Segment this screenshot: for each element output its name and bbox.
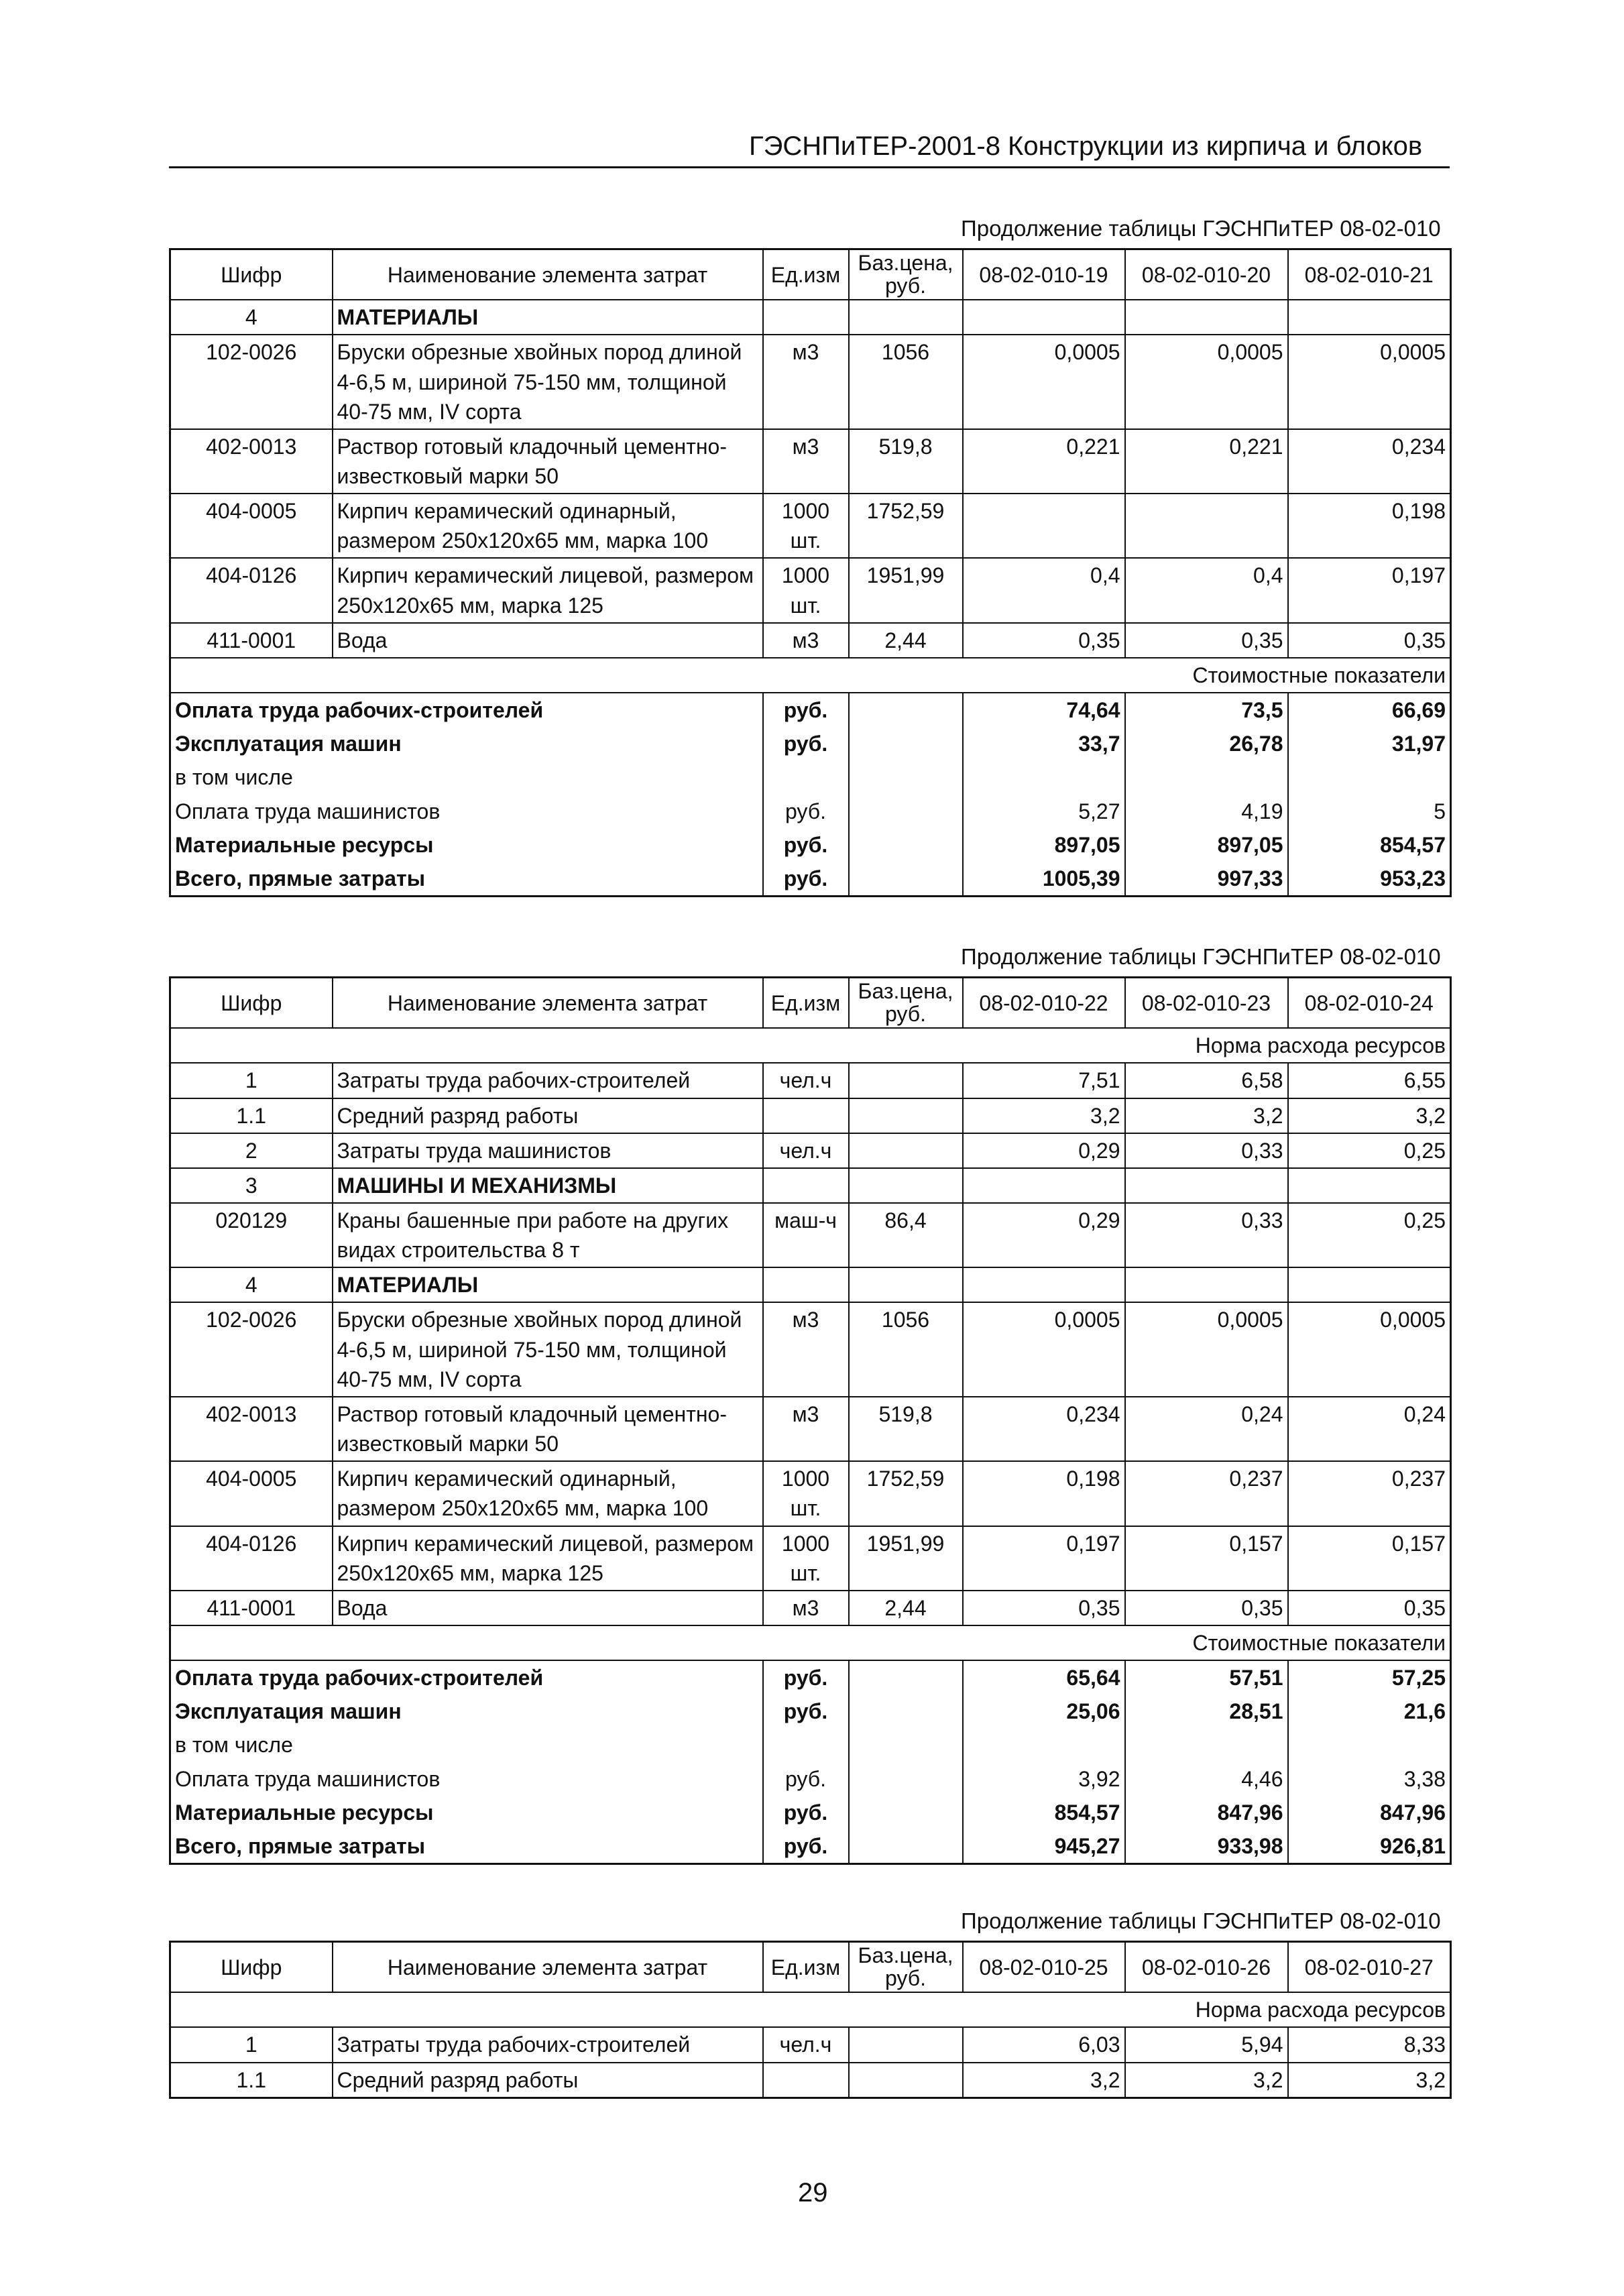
row-value: 0,197 [1288, 558, 1451, 622]
row-base-price [849, 1133, 963, 1168]
page-number: 29 [798, 2178, 828, 2207]
summary-row [170, 828, 1451, 862]
row-value: 0,35 [1288, 1591, 1451, 1625]
row-value: 0,157 [1125, 1526, 1288, 1591]
row-value: 0,35 [1125, 1591, 1288, 1625]
row-value [963, 300, 1125, 335]
row-name: Раствор готовый кладочный цементно-известковый марки 50 [333, 429, 763, 494]
norms-table-1 [169, 248, 1452, 897]
summary-name: в том числе [170, 1728, 763, 1762]
summary-value: 28,51 [1125, 1695, 1288, 1728]
summary-row [170, 795, 1451, 828]
row-base-price: 86,4 [849, 1203, 963, 1267]
table-row [170, 1063, 1451, 1098]
row-unit: м3 [763, 429, 849, 494]
row-base-price: 1951,99 [849, 1526, 963, 1591]
summary-value: 26,78 [1125, 727, 1288, 760]
summary-value: 945,27 [963, 1829, 1125, 1864]
row-value [963, 1168, 1125, 1203]
section-label: Стоимостные показатели [170, 1625, 1451, 1660]
summary-value: 73,5 [1125, 693, 1288, 727]
column-header-price: Баз.цена, руб. [849, 978, 963, 1029]
summary-row [170, 693, 1451, 727]
summary-value [1125, 1728, 1288, 1762]
row-code: 1.1 [170, 2063, 333, 2098]
row-value: 0,0005 [963, 1302, 1125, 1396]
row-code: 020129 [170, 1203, 333, 1267]
header-rule [169, 166, 1450, 168]
column-header-norm-code: 08-02-010-21 [1288, 249, 1451, 300]
summary-name: Материальные ресурсы [170, 1796, 763, 1829]
summary-name: Всего, прямые затраты [170, 862, 763, 897]
summary-value [1288, 1728, 1451, 1762]
summary-unit: руб. [763, 862, 849, 897]
column-header-norm-code: 08-02-010-19 [963, 249, 1125, 300]
column-header-unit: Ед.изм [763, 978, 849, 1029]
table-row [170, 335, 1451, 428]
row-value: 0,35 [1288, 623, 1451, 658]
row-code: 1 [170, 1063, 333, 1098]
row-unit [763, 1267, 849, 1302]
summary-blank [849, 727, 963, 760]
row-value: 0,237 [1125, 1461, 1288, 1526]
summary-row [170, 862, 1451, 897]
row-name: Средний разряд работы [333, 1098, 763, 1133]
row-value [963, 494, 1125, 558]
norm-label-row [170, 1028, 1451, 1063]
row-name: Кирпич керамический одинарный, размером 250х120х65 мм, марка 100 [333, 494, 763, 558]
summary-row [170, 1796, 1451, 1829]
summary-name: Эксплуатация машин [170, 1695, 763, 1728]
row-code: 2 [170, 1133, 333, 1168]
column-header-norm-code: 08-02-010-22 [963, 978, 1125, 1029]
norms-table-2 [169, 976, 1452, 1865]
row-code: 404-0005 [170, 1461, 333, 1526]
continuation-caption: Продолжение таблицы ГЭСНПиТЕР 08-02-010 [961, 944, 1441, 969]
table-body [170, 249, 1451, 897]
summary-value: 57,25 [1288, 1660, 1451, 1695]
table-row [170, 494, 1451, 558]
summary-blank [849, 828, 963, 862]
row-unit: 1000 шт. [763, 558, 849, 622]
row-value: 0,33 [1125, 1133, 1288, 1168]
row-value: 0,24 [1288, 1397, 1451, 1461]
row-unit: чел.ч [763, 2027, 849, 2062]
table-row [170, 2027, 1451, 2062]
row-code: 402-0013 [170, 429, 333, 494]
column-header-code: Шифр [170, 978, 333, 1029]
summary-blank [849, 1695, 963, 1728]
summary-value: 65,64 [963, 1660, 1125, 1695]
summary-blank [849, 1829, 963, 1864]
row-value [1288, 1267, 1451, 1302]
row-code: 1 [170, 2027, 333, 2062]
row-code: 404-0126 [170, 1526, 333, 1591]
continuation-caption: Продолжение таблицы ГЭСНПиТЕР 08-02-010 [961, 1908, 1441, 1933]
table-row [170, 1302, 1451, 1396]
row-base-price [849, 1063, 963, 1098]
row-base-price [849, 1267, 963, 1302]
summary-unit: руб. [763, 828, 849, 862]
section-label: Стоимостные показатели [170, 658, 1451, 693]
row-value: 0,237 [1288, 1461, 1451, 1526]
table-row [170, 1203, 1451, 1267]
row-value [963, 1267, 1125, 1302]
summary-value: 66,69 [1288, 693, 1451, 727]
table-row [170, 2063, 1451, 2098]
row-value: 0,198 [1288, 494, 1451, 558]
summary-row [170, 1660, 1451, 1695]
summary-unit: руб. [763, 795, 849, 828]
row-value: 0,24 [1125, 1397, 1288, 1461]
summary-value: 3,92 [963, 1762, 1125, 1796]
summary-value: 854,57 [1288, 828, 1451, 862]
row-base-price: 1752,59 [849, 1461, 963, 1526]
column-header-price: Баз.цена, руб. [849, 1942, 963, 1993]
row-value: 3,2 [963, 2063, 1125, 2098]
summary-value [963, 760, 1125, 794]
row-base-price [849, 1098, 963, 1133]
header-row [170, 978, 1451, 1029]
summary-blank [849, 1762, 963, 1796]
summary-blank [849, 862, 963, 897]
summary-value: 953,23 [1288, 862, 1451, 897]
row-value: 5,94 [1125, 2027, 1288, 2062]
norms-table-3 [169, 1941, 1452, 2099]
row-base-price: 519,8 [849, 429, 963, 494]
table-row [170, 1591, 1451, 1625]
row-value [1125, 1168, 1288, 1203]
summary-value: 847,96 [1288, 1796, 1451, 1829]
table-body [170, 978, 1451, 1864]
summary-unit: руб. [763, 1829, 849, 1864]
table-row [170, 1133, 1451, 1168]
summary-row [170, 1829, 1451, 1864]
table-row [170, 429, 1451, 494]
summary-value: 926,81 [1288, 1829, 1451, 1864]
column-header-code: Шифр [170, 249, 333, 300]
row-value: 0,29 [963, 1203, 1125, 1267]
summary-name: Оплата труда машинистов [170, 795, 763, 828]
row-value: 0,221 [1125, 429, 1288, 494]
summary-unit: руб. [763, 1796, 849, 1829]
row-base-price: 519,8 [849, 1397, 963, 1461]
summary-blank [849, 693, 963, 727]
table-row [170, 300, 1451, 335]
row-unit [763, 1168, 849, 1203]
row-value: 7,51 [963, 1063, 1125, 1098]
row-code: 3 [170, 1168, 333, 1203]
row-unit: 1000 шт. [763, 494, 849, 558]
row-value: 3,2 [1125, 1098, 1288, 1133]
column-header-price: Баз.цена, руб. [849, 249, 963, 300]
column-header-norm-code: 08-02-010-24 [1288, 978, 1451, 1029]
row-unit [763, 2063, 849, 2098]
row-name: Кирпич керамический лицевой, размером 250х120х65 мм, марка 125 [333, 1526, 763, 1591]
summary-value: 854,57 [963, 1796, 1125, 1829]
row-code: 404-0005 [170, 494, 333, 558]
summary-row [170, 727, 1451, 760]
row-value: 0,35 [963, 623, 1125, 658]
summary-row [170, 1728, 1451, 1762]
column-header-norm-code: 08-02-010-26 [1125, 1942, 1288, 1993]
row-unit: м3 [763, 1302, 849, 1396]
row-value: 8,33 [1288, 2027, 1451, 2062]
row-code: 4 [170, 300, 333, 335]
summary-name: Эксплуатация машин [170, 727, 763, 760]
row-value: 0,0005 [1125, 335, 1288, 428]
row-code: 404-0126 [170, 558, 333, 622]
row-name: Затраты труда машинистов [333, 1133, 763, 1168]
summary-unit: руб. [763, 1660, 849, 1695]
row-value: 0,29 [963, 1133, 1125, 1168]
summary-value [963, 1728, 1125, 1762]
summary-name: Материальные ресурсы [170, 828, 763, 862]
table-row [170, 1168, 1451, 1203]
table-row [170, 1098, 1451, 1133]
row-value: 6,55 [1288, 1063, 1451, 1098]
column-header-code: Шифр [170, 1942, 333, 1993]
row-unit: чел.ч [763, 1063, 849, 1098]
summary-value: 57,51 [1125, 1660, 1288, 1695]
row-value: 3,2 [1125, 2063, 1288, 2098]
row-code: 402-0013 [170, 1397, 333, 1461]
row-name: МАШИНЫ И МЕХАНИЗМЫ [333, 1168, 763, 1203]
row-base-price [849, 2027, 963, 2062]
summary-name: Всего, прямые затраты [170, 1829, 763, 1864]
column-header-norm-code: 08-02-010-23 [1125, 978, 1288, 1029]
row-name: Бруски обрезные хвойных пород длиной 4-6,5 м, шириной 75-150 мм, толщиной 40-75 мм, IV сорта [333, 335, 763, 428]
summary-blank [849, 795, 963, 828]
summary-blank [849, 760, 963, 794]
summary-value: 897,05 [1125, 828, 1288, 862]
column-header-name: Наименование элемента затрат [333, 1942, 763, 1993]
row-value: 0,4 [1125, 558, 1288, 622]
row-code: 102-0026 [170, 335, 333, 428]
row-base-price: 1056 [849, 335, 963, 428]
row-unit: чел.ч [763, 1133, 849, 1168]
summary-name: Оплата труда рабочих-строителей [170, 693, 763, 727]
row-value [1125, 1267, 1288, 1302]
column-header-norm-code: 08-02-010-20 [1125, 249, 1288, 300]
summary-row [170, 1762, 1451, 1796]
row-value [1125, 300, 1288, 335]
row-name: Вода [333, 623, 763, 658]
row-code: 102-0026 [170, 1302, 333, 1396]
row-code: 1.1 [170, 1098, 333, 1133]
summary-value: 31,97 [1288, 727, 1451, 760]
row-value: 0,35 [1125, 623, 1288, 658]
summary-blank [849, 1796, 963, 1829]
row-value: 3,2 [963, 1098, 1125, 1133]
row-value [1288, 1168, 1451, 1203]
summary-name: Оплата труда рабочих-строителей [170, 1660, 763, 1695]
row-name: МАТЕРИАЛЫ [333, 1267, 763, 1302]
summary-blank [849, 1660, 963, 1695]
table-row [170, 1526, 1451, 1591]
row-value: 6,03 [963, 2027, 1125, 2062]
summary-value: 847,96 [1125, 1796, 1288, 1829]
summary-value: 5,27 [963, 795, 1125, 828]
column-header-norm-code: 08-02-010-27 [1288, 1942, 1451, 1993]
row-value: 0,4 [963, 558, 1125, 622]
summary-blank [849, 1728, 963, 1762]
summary-value: 5 [1288, 795, 1451, 828]
row-name: Кирпич керамический одинарный, размером 250х120х65 мм, марка 100 [333, 1461, 763, 1526]
table-row [170, 1267, 1451, 1302]
column-header-unit: Ед.изм [763, 249, 849, 300]
row-unit: 1000 шт. [763, 1526, 849, 1591]
row-value: 0,197 [963, 1526, 1125, 1591]
summary-value: 74,64 [963, 693, 1125, 727]
row-base-price: 1951,99 [849, 558, 963, 622]
continuation-caption: Продолжение таблицы ГЭСНПиТЕР 08-02-010 [961, 216, 1441, 241]
norm-label: Норма расхода ресурсов [170, 1992, 1451, 2027]
header-row [170, 1942, 1451, 1993]
row-value: 0,221 [963, 429, 1125, 494]
row-value [1125, 494, 1288, 558]
summary-value: 4,46 [1125, 1762, 1288, 1796]
row-value: 0,35 [963, 1591, 1125, 1625]
table-row [170, 1461, 1451, 1526]
row-code: 4 [170, 1267, 333, 1302]
table-row [170, 1397, 1451, 1461]
row-unit: 1000 шт. [763, 1461, 849, 1526]
running-header: ГЭСНПиТЕР-2001-8 Конструкции из кирпича и блоков [749, 131, 1423, 161]
row-name: Кирпич керамический лицевой, размером 250х120х65 мм, марка 125 [333, 558, 763, 622]
column-header-name: Наименование элемента затрат [333, 978, 763, 1029]
row-value: 0,25 [1288, 1203, 1451, 1267]
row-code: 411-0001 [170, 623, 333, 658]
row-value: 0,0005 [963, 335, 1125, 428]
summary-value: 997,33 [1125, 862, 1288, 897]
column-header-unit: Ед.изм [763, 1942, 849, 1993]
row-name: Затраты труда рабочих-строителей [333, 2027, 763, 2062]
row-value: 0,25 [1288, 1133, 1451, 1168]
summary-value [1125, 760, 1288, 794]
row-unit: м3 [763, 1397, 849, 1461]
row-value: 3,2 [1288, 2063, 1451, 2098]
row-value: 0,234 [963, 1397, 1125, 1461]
summary-value: 33,7 [963, 727, 1125, 760]
row-value [1288, 300, 1451, 335]
row-unit: м3 [763, 623, 849, 658]
column-header-name: Наименование элемента затрат [333, 249, 763, 300]
row-unit: м3 [763, 1591, 849, 1625]
section-label-row [170, 1625, 1451, 1660]
table-row [170, 558, 1451, 622]
summary-name: Оплата труда машинистов [170, 1762, 763, 1796]
row-base-price [849, 2063, 963, 2098]
row-value: 0,198 [963, 1461, 1125, 1526]
summary-value: 897,05 [963, 828, 1125, 862]
summary-unit [763, 1728, 849, 1762]
summary-unit: руб. [763, 1695, 849, 1728]
row-value: 0,0005 [1125, 1302, 1288, 1396]
summary-unit: руб. [763, 727, 849, 760]
row-base-price [849, 300, 963, 335]
summary-row [170, 1695, 1451, 1728]
row-name: Краны башенные при работе на других видах строительства 8 т [333, 1203, 763, 1267]
norm-label: Норма расхода ресурсов [170, 1028, 1451, 1063]
summary-value: 933,98 [1125, 1829, 1288, 1864]
column-header-norm-code: 08-02-010-25 [963, 1942, 1125, 1993]
row-code: 411-0001 [170, 1591, 333, 1625]
table-row [170, 623, 1451, 658]
summary-name: в том числе [170, 760, 763, 794]
row-unit: м3 [763, 335, 849, 428]
row-base-price: 2,44 [849, 1591, 963, 1625]
summary-unit: руб. [763, 1762, 849, 1796]
row-name: Раствор готовый кладочный цементно-известковый марки 50 [333, 1397, 763, 1461]
row-unit [763, 1098, 849, 1133]
summary-row [170, 760, 1451, 794]
summary-value: 4,19 [1125, 795, 1288, 828]
row-value: 0,234 [1288, 429, 1451, 494]
summary-value: 25,06 [963, 1695, 1125, 1728]
row-value: 3,2 [1288, 1098, 1451, 1133]
row-value: 0,0005 [1288, 1302, 1451, 1396]
summary-unit: руб. [763, 693, 849, 727]
row-value: 6,58 [1125, 1063, 1288, 1098]
table-body [170, 1942, 1451, 2098]
row-unit [763, 300, 849, 335]
row-base-price: 1752,59 [849, 494, 963, 558]
row-value: 0,0005 [1288, 335, 1451, 428]
row-base-price: 2,44 [849, 623, 963, 658]
row-base-price [849, 1168, 963, 1203]
row-value: 0,157 [1288, 1526, 1451, 1591]
section-label-row [170, 658, 1451, 693]
summary-value: 1005,39 [963, 862, 1125, 897]
summary-value: 3,38 [1288, 1762, 1451, 1796]
row-name: МАТЕРИАЛЫ [333, 300, 763, 335]
row-name: Бруски обрезные хвойных пород длиной 4-6,5 м, шириной 75-150 мм, толщиной 40-75 мм, IV сорта [333, 1302, 763, 1396]
summary-unit [763, 760, 849, 794]
norm-label-row [170, 1992, 1451, 2027]
summary-value: 21,6 [1288, 1695, 1451, 1728]
row-name: Средний разряд работы [333, 2063, 763, 2098]
row-name: Затраты труда рабочих-строителей [333, 1063, 763, 1098]
header-row [170, 249, 1451, 300]
row-base-price: 1056 [849, 1302, 963, 1396]
row-unit: маш-ч [763, 1203, 849, 1267]
row-value: 0,33 [1125, 1203, 1288, 1267]
summary-value [1288, 760, 1451, 794]
row-name: Вода [333, 1591, 763, 1625]
